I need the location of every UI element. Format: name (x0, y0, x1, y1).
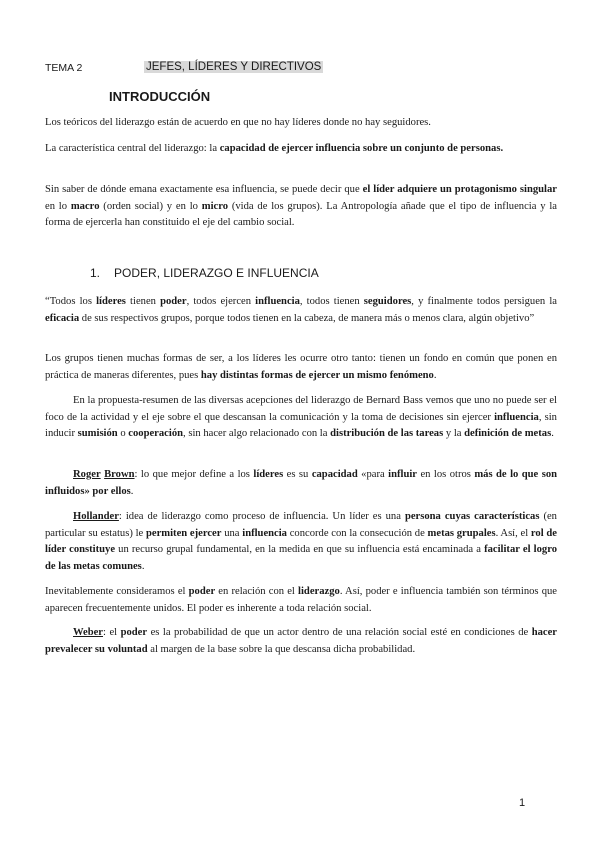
tema-label: TEMA 2 (45, 62, 83, 74)
author-roger: Roger (73, 469, 101, 480)
paragraph-quote: “Todos los líderes tienen poder, todos ejercen influencia, todos tienen seguidores, y finalmente todos persiguen la eficacia de sus respectivos grupos, porque todos tienen en la cabeza, de manera más o menos clara, algún objetivo” (45, 296, 557, 324)
page-number: 1 (519, 797, 526, 809)
paragraph-bass: En la propuesta-resumen de las diversas acepciones del liderazgo de Bernard Bass vemos que uno no puede ser el foco de la actividad y el eje sobre el que descansan la comunicación y la toma de decisiones sin ejercer influencia, sin inducir sumisión o cooperación, sin hacer algo relacionado con la distribución de las tareas y la definición de metas. (45, 395, 557, 440)
paragraph-groups: Los grupos tienen muchas formas de ser, a los líderes les ocurre otro tanto: tienen un fondo en común que ponen en práctica de maneras diferentes, pues hay distintas formas de ejercer un mismo fenómeno. (45, 353, 557, 381)
paragraph-power: Inevitablemente consideramos el poder en relación con el liderazgo. Así, poder e influencia también son términos que aparecen frecuentemente unidos. El poder es inherente a toda relación social. (45, 586, 557, 614)
author-hollander: Hollander (73, 511, 119, 522)
paragraph-brown: Roger Brown: lo que mejor define a los líderes es su capacidad «para influir en los otros más de lo que son influidos» por ellos. (45, 469, 558, 497)
paragraph-intro-1: Los teóricos del liderazgo están de acuerdo en que no hay líderes donde no hay seguidores. (45, 117, 431, 128)
section-number: 1. (90, 266, 101, 280)
paragraph-intro-3: Sin saber de dónde emana exactamente esa influencia, se puede decir que el líder adquiere un protagonismo singular en lo macro (orden social) y en lo micro (vida de los grupos). La Antropología añade que el tipo de influencia y la forma de ejercerla han constituido el eje del cambio social. (45, 184, 557, 229)
document-title: JEFES, LÍDERES Y DIRECTIVOS (146, 61, 322, 73)
paragraph-hollander: Hollander: idea de liderazgo como proceso de influencia. Un líder es una persona cuyas características (en particular su estatus) le permiten ejercer una influencia concorde con la consecución de metas grupales. Así, el rol de líder constituye un recurso grupal fundamental, en la medida en que su influencia está encaminada a facilitar el logro de las metas comunes. (45, 511, 558, 572)
introduction-heading: INTRODUCCIÓN (109, 89, 211, 104)
paragraph-intro-2: La característica central del liderazgo: la capacidad de ejercer influencia sobre un conjunto de personas. (45, 143, 504, 154)
author-brown: Brown (104, 469, 135, 480)
paragraph-weber: Weber: el poder es la probabilidad de que un actor dentro de una relación social esté en condiciones de hacer prevalecer su voluntad al margen de la base sobre la que descansa dicha probabilidad. (45, 627, 557, 655)
author-weber: Weber (73, 627, 104, 638)
section-heading (90, 266, 319, 280)
section-title: PODER, LIDERAZGO E INFLUENCIA (114, 266, 319, 280)
